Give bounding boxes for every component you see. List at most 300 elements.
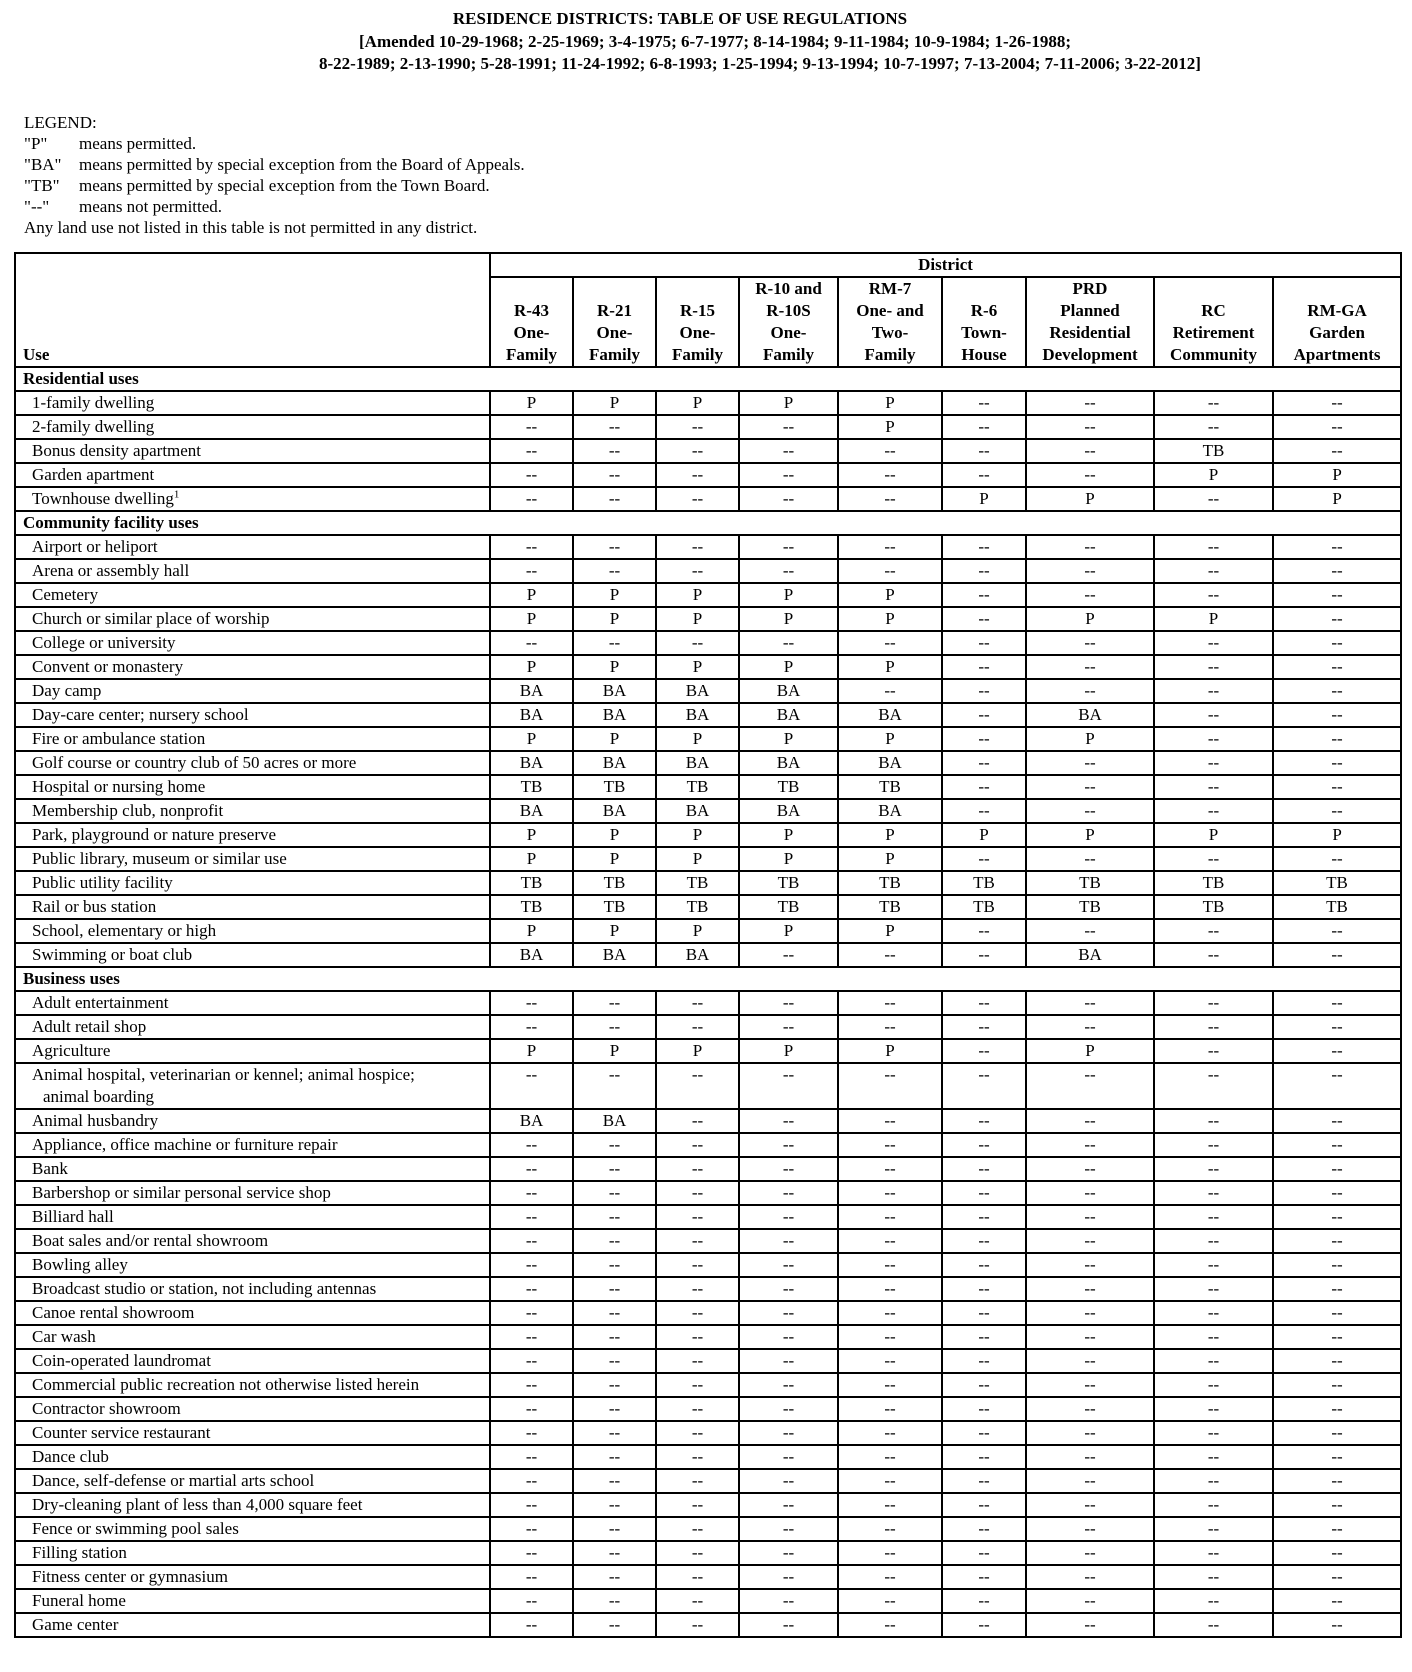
use-cell — [15, 1589, 490, 1613]
permission-cell: -- — [490, 631, 573, 655]
permission-cell: P — [739, 823, 838, 847]
permission-cell: -- — [1154, 847, 1273, 871]
permission-cell: -- — [573, 1157, 656, 1181]
permission-cell: -- — [838, 1373, 942, 1397]
permission-cell: -- — [1026, 991, 1154, 1015]
district-column-header — [656, 277, 739, 367]
permission-cell: -- — [1273, 1517, 1401, 1541]
use-label: Contractor showroom — [32, 1399, 181, 1418]
permission-cell: -- — [942, 919, 1026, 943]
permission-cell: -- — [573, 439, 656, 463]
permission-cell: -- — [1154, 1181, 1273, 1205]
permission-cell: -- — [490, 1253, 573, 1277]
use-cell — [15, 1397, 490, 1421]
permission-cell: -- — [573, 1613, 656, 1637]
permission-cell: -- — [656, 1325, 739, 1349]
permission-cell: -- — [1026, 1205, 1154, 1229]
permission-cell: -- — [739, 1613, 838, 1637]
use-label: Car wash — [32, 1327, 96, 1346]
use-label: Agriculture — [32, 1041, 111, 1060]
use-cell — [15, 1373, 490, 1397]
permission-cell: -- — [1154, 583, 1273, 607]
table-row — [15, 1517, 1401, 1541]
table-row — [15, 1565, 1401, 1589]
permission-cell: -- — [1026, 1397, 1154, 1421]
permission-cell: -- — [1273, 1181, 1401, 1205]
permission-cell: -- — [942, 439, 1026, 463]
permission-cell: P — [739, 391, 838, 415]
permission-cell: -- — [1026, 415, 1154, 439]
permission-cell: -- — [838, 1349, 942, 1373]
permission-cell: -- — [1273, 439, 1401, 463]
permission-cell: -- — [1026, 1445, 1154, 1469]
permission-cell: -- — [1273, 1133, 1401, 1157]
permission-cell: -- — [942, 1205, 1026, 1229]
use-cell — [15, 679, 490, 703]
permission-cell: -- — [656, 1493, 739, 1517]
permission-cell: -- — [573, 1063, 656, 1109]
permission-cell: -- — [739, 1349, 838, 1373]
use-cell — [15, 1493, 490, 1517]
permission-cell: -- — [838, 1205, 942, 1229]
permission-cell: -- — [1273, 1301, 1401, 1325]
permission-cell: -- — [1026, 1517, 1154, 1541]
permission-cell: -- — [942, 1253, 1026, 1277]
use-cell — [15, 1133, 490, 1157]
permission-cell: -- — [573, 1421, 656, 1445]
table-row — [15, 1181, 1401, 1205]
permission-cell: -- — [838, 943, 942, 967]
use-cell — [15, 775, 490, 799]
column-header-line: Family — [589, 345, 640, 364]
permission-cell: TB — [490, 871, 573, 895]
permission-cell: -- — [942, 1133, 1026, 1157]
permission-cell: -- — [942, 727, 1026, 751]
permission-cell: -- — [656, 1421, 739, 1445]
column-header-line: One- — [679, 323, 716, 342]
permission-cell: -- — [490, 1063, 573, 1109]
permission-cell: -- — [490, 1205, 573, 1229]
permission-cell: -- — [490, 439, 573, 463]
use-label: Swimming or boat club — [32, 945, 193, 964]
permission-cell: -- — [656, 1589, 739, 1613]
column-header-line: RM-GA — [1307, 301, 1367, 320]
permission-cell: -- — [490, 1157, 573, 1181]
column-header-line: Family — [763, 345, 814, 364]
column-header-line: R-15 — [680, 301, 715, 320]
permission-cell: -- — [573, 1541, 656, 1565]
permission-cell: -- — [1026, 1157, 1154, 1181]
column-header-line: Family — [506, 345, 557, 364]
permission-cell: P — [838, 847, 942, 871]
permission-cell: -- — [1026, 751, 1154, 775]
permission-cell: -- — [1154, 919, 1273, 943]
permission-cell: BA — [490, 751, 573, 775]
permission-cell: -- — [1273, 535, 1401, 559]
use-label: Fire or ambulance station — [32, 729, 206, 748]
permission-cell: -- — [838, 1109, 942, 1133]
use-label: Convent or monastery — [32, 657, 184, 676]
use-cell — [15, 943, 490, 967]
permission-cell: -- — [838, 631, 942, 655]
table-row — [15, 991, 1401, 1015]
permission-cell: -- — [656, 1109, 739, 1133]
permission-cell: P — [1026, 487, 1154, 511]
permission-cell: -- — [838, 991, 942, 1015]
permission-cell: P — [739, 583, 838, 607]
use-cell — [15, 583, 490, 607]
permission-cell: -- — [573, 991, 656, 1015]
permission-cell: -- — [1026, 559, 1154, 583]
permission-cell: -- — [1026, 1493, 1154, 1517]
permission-cell: -- — [739, 463, 838, 487]
permission-cell: -- — [490, 1015, 573, 1039]
use-cell — [15, 895, 490, 919]
permission-cell: -- — [656, 991, 739, 1015]
use-cell — [15, 751, 490, 775]
permission-cell: -- — [942, 775, 1026, 799]
amendment-line-1: [Amended 10-29-1968; 2-25-1969; 3-4-1975; 6-7-1977; 8-14-1984; 9-11-1984; 10-9-1984; 1-26-1988; — [359, 32, 1071, 51]
table-row — [15, 631, 1401, 655]
permission-cell: -- — [1026, 1229, 1154, 1253]
permission-cell: -- — [656, 1229, 739, 1253]
use-cell — [15, 1421, 490, 1445]
permission-cell: -- — [838, 1063, 942, 1109]
permission-cell: -- — [1154, 1565, 1273, 1589]
permission-cell: P — [838, 823, 942, 847]
permission-cell: -- — [573, 631, 656, 655]
permission-cell: BA — [739, 751, 838, 775]
permission-cell: P — [1154, 607, 1273, 631]
permission-cell: -- — [1154, 655, 1273, 679]
permission-cell: -- — [1273, 1063, 1401, 1109]
permission-cell: -- — [1026, 391, 1154, 415]
permission-cell: -- — [838, 1301, 942, 1325]
use-cell — [15, 1469, 490, 1493]
permission-cell: -- — [739, 1015, 838, 1039]
district-column-header — [1026, 277, 1154, 367]
use-cell — [15, 1277, 490, 1301]
use-cell — [15, 1205, 490, 1229]
permission-cell: TB — [739, 775, 838, 799]
permission-cell: -- — [838, 1181, 942, 1205]
permission-cell: -- — [656, 463, 739, 487]
permission-cell: -- — [656, 1133, 739, 1157]
permission-cell: -- — [838, 559, 942, 583]
table-row — [15, 1541, 1401, 1565]
use-label: Public library, museum or similar use — [32, 849, 287, 868]
permission-cell: -- — [656, 487, 739, 511]
permission-cell: -- — [490, 1229, 573, 1253]
permission-cell: -- — [942, 391, 1026, 415]
permission-cell: -- — [573, 1397, 656, 1421]
permission-cell: -- — [1154, 943, 1273, 967]
permission-cell: -- — [838, 1469, 942, 1493]
use-label: Appliance, office machine or furniture repair — [32, 1135, 338, 1154]
permission-cell: -- — [490, 1397, 573, 1421]
permission-cell: -- — [656, 1373, 739, 1397]
permission-cell: -- — [1154, 679, 1273, 703]
permission-cell: -- — [1273, 1205, 1401, 1229]
permission-cell: -- — [490, 1133, 573, 1157]
permission-cell: BA — [656, 679, 739, 703]
use-column-header: Use — [15, 253, 490, 367]
table-row — [15, 1205, 1401, 1229]
permission-cell: -- — [1026, 1015, 1154, 1039]
use-cell — [15, 847, 490, 871]
use-label: Garden apartment — [32, 465, 155, 484]
legend-item — [24, 133, 196, 155]
legend-text: means not permitted. — [79, 197, 223, 216]
section-heading: Community facility uses — [15, 511, 1401, 535]
permission-cell: -- — [739, 1469, 838, 1493]
permission-cell: -- — [1154, 1349, 1273, 1373]
column-header-line: One- — [596, 323, 633, 342]
permission-cell: -- — [656, 1541, 739, 1565]
permission-cell: -- — [838, 679, 942, 703]
permission-cell: -- — [739, 439, 838, 463]
permission-cell: BA — [490, 703, 573, 727]
permission-cell: -- — [942, 1277, 1026, 1301]
use-cell — [15, 1015, 490, 1039]
permission-cell: BA — [573, 703, 656, 727]
use-label: Filling station — [32, 1543, 127, 1562]
permission-cell: TB — [1154, 895, 1273, 919]
permission-cell: -- — [942, 1541, 1026, 1565]
permission-cell: -- — [942, 1517, 1026, 1541]
legend-text: means permitted by special exception from the Board of Appeals. — [79, 155, 525, 174]
table-row — [15, 1493, 1401, 1517]
permission-cell: P — [573, 823, 656, 847]
permission-cell: -- — [656, 1349, 739, 1373]
permission-cell: -- — [739, 1589, 838, 1613]
permission-cell: -- — [838, 1015, 942, 1039]
permission-cell: -- — [1273, 1421, 1401, 1445]
permission-cell: -- — [1026, 655, 1154, 679]
permission-cell: P — [573, 727, 656, 751]
permission-cell: P — [490, 847, 573, 871]
permission-cell: -- — [942, 1301, 1026, 1325]
permission-cell: -- — [942, 1445, 1026, 1469]
use-label: Airport or heliport — [32, 537, 158, 556]
permission-cell: BA — [573, 1109, 656, 1133]
permission-cell: -- — [573, 463, 656, 487]
permission-cell: -- — [942, 847, 1026, 871]
permission-cell: -- — [1273, 1039, 1401, 1063]
permission-cell: -- — [490, 463, 573, 487]
permission-cell: BA — [490, 679, 573, 703]
column-header-line: R-21 — [597, 301, 632, 320]
use-cell — [15, 487, 490, 511]
column-header-line: RC — [1201, 301, 1226, 320]
permission-cell: P — [1273, 463, 1401, 487]
permission-cell: -- — [1154, 1015, 1273, 1039]
permission-cell: -- — [838, 1133, 942, 1157]
permission-cell: -- — [942, 1421, 1026, 1445]
permission-cell: -- — [1273, 391, 1401, 415]
table-row — [15, 1277, 1401, 1301]
permission-cell: -- — [1273, 655, 1401, 679]
permission-cell: -- — [490, 1421, 573, 1445]
permission-cell: TB — [739, 871, 838, 895]
permission-cell: -- — [1026, 1613, 1154, 1637]
permission-cell: TB — [838, 871, 942, 895]
column-header-line: Family — [864, 345, 916, 364]
permission-cell: -- — [1273, 1565, 1401, 1589]
use-label: Funeral home — [32, 1591, 126, 1610]
permission-cell: -- — [739, 1301, 838, 1325]
permission-cell: -- — [1026, 679, 1154, 703]
permission-cell: P — [656, 391, 739, 415]
column-header-line: R-10 and — [755, 279, 822, 298]
table-row — [15, 559, 1401, 583]
permission-cell: -- — [573, 559, 656, 583]
use-cell — [15, 439, 490, 463]
section-row — [15, 367, 1401, 391]
permission-cell: -- — [1273, 679, 1401, 703]
permission-cell: -- — [1026, 583, 1154, 607]
permission-cell: -- — [1273, 607, 1401, 631]
permission-cell: -- — [838, 1277, 942, 1301]
permission-cell: BA — [490, 1109, 573, 1133]
permission-cell: P — [656, 1039, 739, 1063]
permission-cell: -- — [1154, 1493, 1273, 1517]
permission-cell: -- — [1154, 1397, 1273, 1421]
use-cell — [15, 919, 490, 943]
legend-key: "BA" — [24, 155, 62, 174]
use-cell — [15, 727, 490, 751]
permission-cell: -- — [1026, 1541, 1154, 1565]
permission-cell: -- — [942, 1349, 1026, 1373]
permission-cell: P — [490, 1039, 573, 1063]
permission-cell: -- — [942, 607, 1026, 631]
table-row — [15, 1349, 1401, 1373]
table-row — [15, 1397, 1401, 1421]
permission-cell: TB — [573, 775, 656, 799]
table-row — [15, 655, 1401, 679]
permission-cell: P — [573, 391, 656, 415]
district-column-header — [1154, 277, 1273, 367]
permission-cell: -- — [656, 1181, 739, 1205]
permission-cell: -- — [942, 679, 1026, 703]
table-row — [15, 391, 1401, 415]
permission-cell: BA — [656, 751, 739, 775]
use-label: Animal hospital, veterinarian or kennel; animal hospice; — [32, 1065, 415, 1084]
column-header-line: Apartments — [1293, 345, 1381, 364]
permission-cell: -- — [739, 1181, 838, 1205]
use-label: Membership club, nonprofit — [32, 801, 224, 820]
permission-cell: -- — [1026, 919, 1154, 943]
table-row — [15, 847, 1401, 871]
permission-cell: -- — [1154, 1229, 1273, 1253]
permission-cell: -- — [739, 1445, 838, 1469]
permission-cell: -- — [942, 1157, 1026, 1181]
permission-cell: P — [573, 607, 656, 631]
permission-cell: -- — [1026, 1349, 1154, 1373]
table-row — [15, 919, 1401, 943]
permission-cell: -- — [942, 799, 1026, 823]
permission-cell: -- — [1154, 991, 1273, 1015]
permission-cell: -- — [490, 535, 573, 559]
permission-cell: TB — [838, 775, 942, 799]
use-label: Dance club — [32, 1447, 109, 1466]
column-header-line: R-43 — [514, 301, 549, 320]
legend-text: means permitted. — [79, 134, 197, 153]
permission-cell: -- — [1273, 1469, 1401, 1493]
use-label: Townhouse dwelling — [32, 489, 174, 508]
table-row — [15, 463, 1401, 487]
permission-cell: -- — [490, 1469, 573, 1493]
permission-cell: -- — [739, 1109, 838, 1133]
permission-cell: -- — [490, 1589, 573, 1613]
section-row — [15, 967, 1401, 991]
permission-cell: BA — [656, 703, 739, 727]
permission-cell: -- — [1154, 1541, 1273, 1565]
permission-cell: -- — [1273, 1397, 1401, 1421]
permission-cell: -- — [573, 1589, 656, 1613]
permission-cell: -- — [1273, 1229, 1401, 1253]
table-row — [15, 1421, 1401, 1445]
permission-cell: TB — [573, 895, 656, 919]
permission-cell: -- — [656, 1469, 739, 1493]
permission-cell: P — [739, 847, 838, 871]
permission-cell: P — [838, 391, 942, 415]
table-row — [15, 1229, 1401, 1253]
permission-cell: -- — [838, 463, 942, 487]
table-row — [15, 1015, 1401, 1039]
permission-cell: -- — [838, 1157, 942, 1181]
permission-cell: -- — [1273, 1541, 1401, 1565]
table-row — [15, 1109, 1401, 1133]
permission-cell: -- — [739, 1565, 838, 1589]
permission-cell: -- — [1026, 463, 1154, 487]
permission-cell: -- — [490, 487, 573, 511]
permission-cell: -- — [838, 1493, 942, 1517]
permission-cell: P — [1026, 607, 1154, 631]
section-heading: Business uses — [15, 967, 1401, 991]
permission-cell: -- — [1026, 775, 1154, 799]
permission-cell: -- — [490, 1349, 573, 1373]
permission-cell: BA — [739, 799, 838, 823]
permission-cell: TB — [656, 871, 739, 895]
column-header-line: R-6 — [970, 301, 998, 320]
permission-cell: -- — [942, 1565, 1026, 1589]
permission-cell: P — [1154, 463, 1273, 487]
permission-cell: -- — [573, 535, 656, 559]
table-row — [15, 751, 1401, 775]
permission-cell: BA — [490, 943, 573, 967]
use-label: Hospital or nursing home — [32, 777, 206, 796]
permission-cell: -- — [739, 1325, 838, 1349]
permission-cell: -- — [838, 439, 942, 463]
use-label: Billiard hall — [32, 1207, 114, 1226]
permission-cell: -- — [573, 1133, 656, 1157]
permission-cell: -- — [838, 1325, 942, 1349]
column-header-line: R-10S — [766, 301, 811, 320]
permission-cell: -- — [838, 1229, 942, 1253]
use-label: Fitness center or gymnasium — [32, 1567, 228, 1586]
use-cell — [15, 1301, 490, 1325]
use-label: Church or similar place of worship — [32, 609, 270, 628]
permission-cell: -- — [739, 1253, 838, 1277]
legend-item — [24, 196, 222, 218]
permission-cell: -- — [573, 1493, 656, 1517]
table-row — [15, 775, 1401, 799]
permission-cell: -- — [1154, 391, 1273, 415]
permission-cell: -- — [942, 1589, 1026, 1613]
permission-cell: P — [942, 823, 1026, 847]
permission-cell: -- — [739, 1397, 838, 1421]
